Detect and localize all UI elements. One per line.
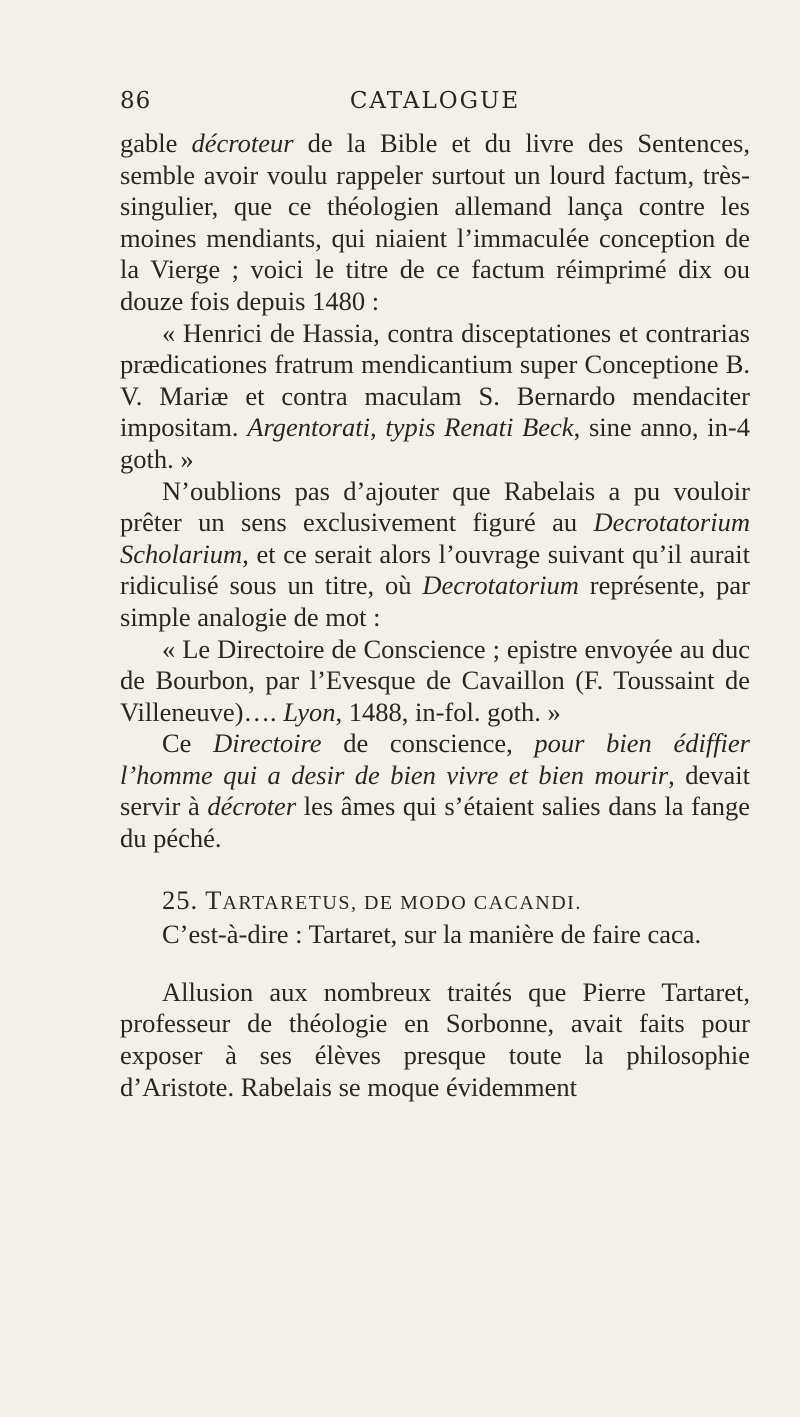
text-run: représente, par simple analogie de mot : [120, 570, 750, 632]
text-run: , sine anno, in-4 goth. » [120, 412, 750, 474]
page-header [120, 88, 750, 128]
entry-title-small-caps: ARTARETUS, DE MODO CACANDI. [222, 891, 582, 914]
text-run: de la Bible et du livre des Sentences, semble avoir voulu rappeler surtout un lourd factum, très-singulier, que ce théologien allemand lança contre les moines mendiants, qui niaient l’immaculée conception de la Vierge ; voici le titre de ce factum réimprimé dix ou douze fois depuis 1480 : [120, 128, 750, 316]
italic-term: décroter [207, 791, 297, 822]
text-run: Ce [162, 728, 214, 759]
text-run: , et ce serait alors l’ouvrage suivant qu’il aurait ridiculisé sous un titre, où [120, 538, 750, 601]
paragraph-figurative-sense [120, 476, 750, 634]
italic-quote: pour bien édiffier l’homme qui a desir de bien vivre et bien mourir [120, 728, 750, 790]
italic-title: Decrotatorium [422, 570, 579, 601]
page-number: 86 [120, 88, 152, 114]
paragraph-quoted-title [120, 318, 750, 476]
italic-place: Lyon [283, 696, 336, 727]
paragraph-translation [120, 919, 750, 951]
paragraph-continuation [120, 128, 750, 318]
italic-title: Decrotatorium Scholarium [120, 507, 750, 569]
text-run: N’oublions pas d’ajouter que Rabelais a pu vouloir prêter un sens exclusivement figuré au [120, 475, 750, 538]
text-run: C’est-à-dire : Tartaret, sur la manière de faire caca. [162, 919, 702, 950]
paragraph-allusion [120, 977, 750, 1103]
entry-title-initial: T [205, 884, 223, 915]
italic-term: décroteur [191, 128, 294, 158]
text-run: de conscience, [321, 728, 535, 759]
text-run: , devait servir à [120, 759, 751, 822]
text-run: « Le Directoire de Conscience ; epistre envoyée au duc de Bourbon, par l’Evesque de Cavaillon (F. Toussaint de Villeneuve)…. [120, 633, 750, 727]
paragraph-directoire-comment [120, 728, 750, 854]
text-run: , 1488, in-fol. goth. » [335, 696, 561, 727]
entry-heading-25 [120, 885, 750, 920]
text-run: « Henrici de Hassia, contra disceptationes et contrarias prædicationes fratrum mendicantium super Conceptione B. V. Mariæ et contra maculam S. Bernardo mendaciter impositam. [120, 317, 750, 443]
entry-number: 25. [162, 884, 206, 915]
paragraph-directoire-title [120, 634, 750, 729]
text-run: les âmes qui s’étaient salies dans la fange du péché. [120, 791, 750, 854]
text-run: Allusion aux nombreux traités que Pierre Tartaret, professeur de théologie en Sorbonne, avait faits pour exposer à ses élèves presque toute la philosophie d’Aristote. Rabelais se moque évidemment [120, 976, 750, 1102]
italic-title: Directoire [213, 728, 322, 759]
text-run: gable [120, 128, 192, 158]
running-title: CATALOGUE [349, 88, 521, 114]
italic-imprint: Argentorati, typis Renati Beck [247, 412, 574, 443]
page-body [120, 128, 750, 1103]
